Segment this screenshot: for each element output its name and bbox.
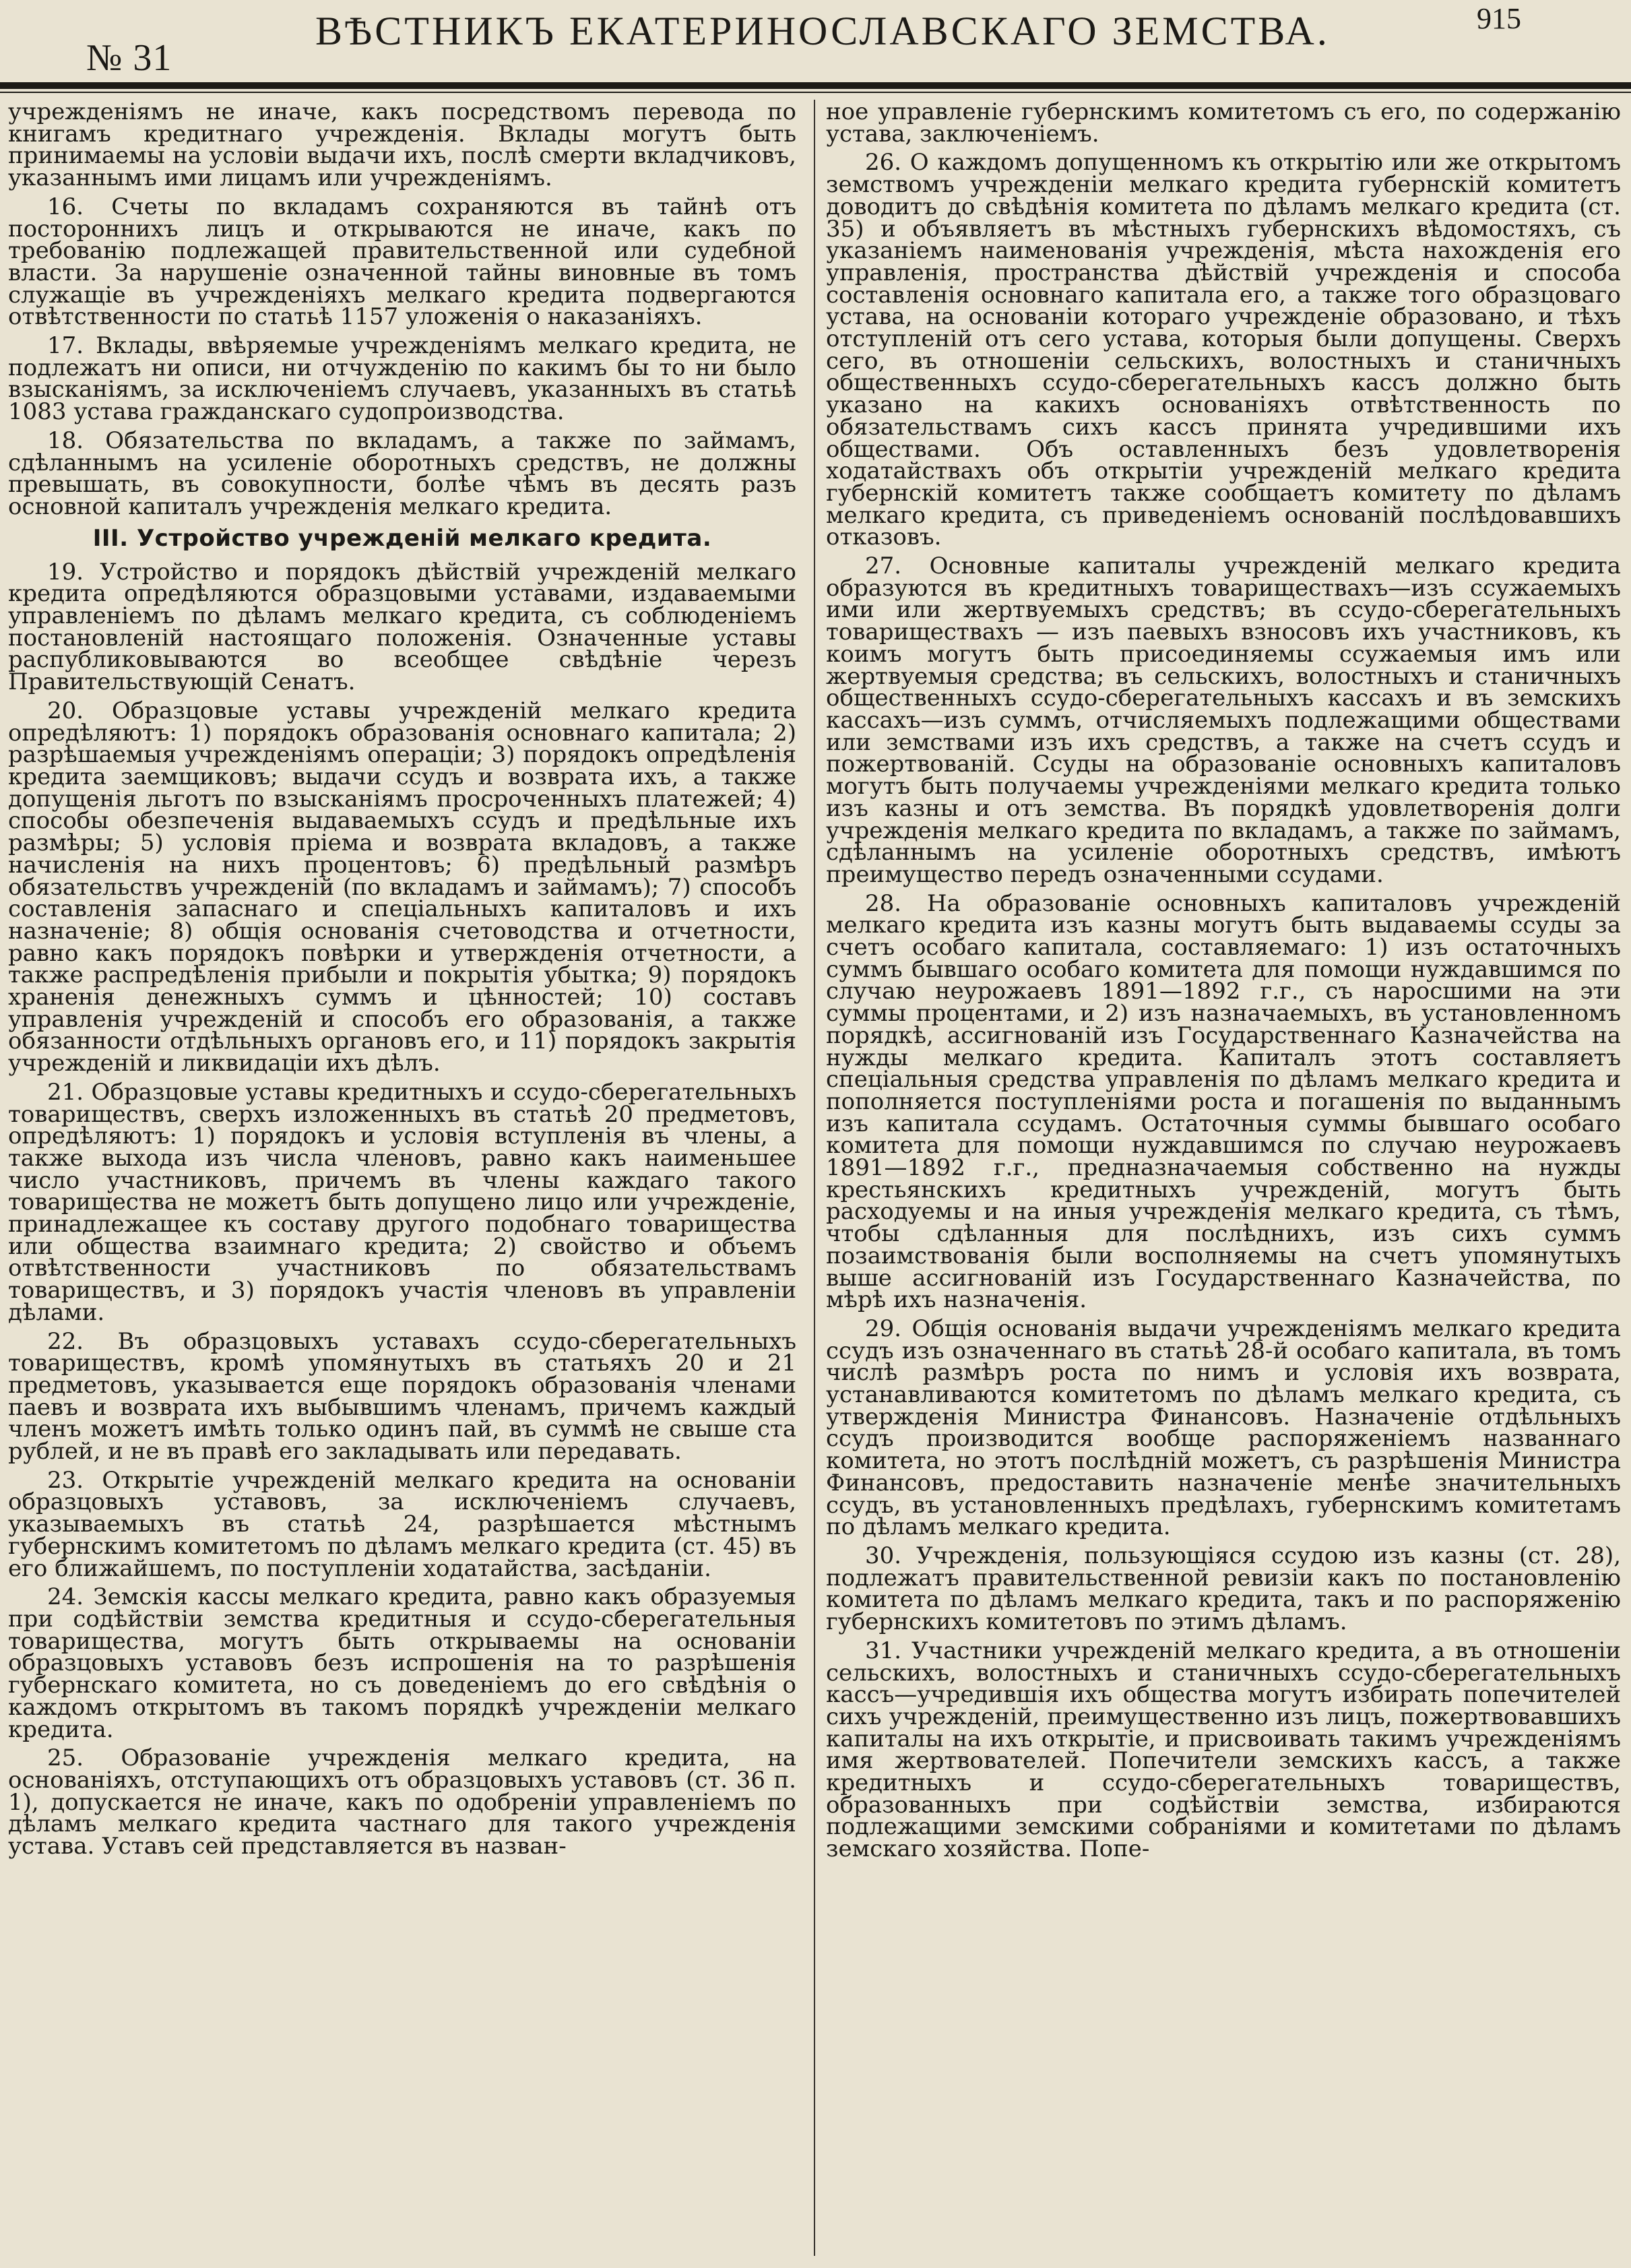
article-26: 26. О каждомъ допущенномъ къ открытію или же открытомъ земствомъ учрежденіи мелкаго кредита губернскій комитетъ доводитъ до свѣдѣнія комитета по дѣламъ мелкаго кредита (ст. 35) и объявляетъ въ мѣстныхъ губернскихъ вѣдомостяхъ, съ указаніемъ наименованія учрежденія, мѣста нахожденія его управленія, пространства дѣйствій учрежденія и способа составленія основнаго капитала его, а также того образцоваго устава, на основаніи котораго учрежденіе образовано, и тѣхъ отступленій отъ сего устава, которыя были допущены. Сверхъ сего, въ отношеніи сельскихъ, волостныхъ и станичныхъ общественныхъ ссудо-сберегательныхъ кассъ должно быть указано на какихъ основаніяхъ отвѣтственность по обязательствамъ сихъ кассъ принята учредившими ихъ обществами. Объ оставленныхъ безъ удовлетворенія ходатайствахъ объ открытіи учрежденій мелкаго кредита губернскій комитетъ также сообщаетъ комитету по дѣламъ мелкаго кредита, съ приведеніемъ основаній послѣдовавшихъ отказовъ.	[826, 149, 1621, 551]
column-divider	[814, 100, 815, 2256]
article-21: 21. Образцовые уставы кредитныхъ и ссудо-сберегательныхъ товариществъ, сверхъ изложенныхъ въ статьѣ 20 предметовъ, опредѣляютъ: 1) порядокъ и условія вступленія въ члены, а также выхода изъ числа членовъ, равно какъ наименьшее число участниковъ, причемъ въ члены каждаго такого товарищества не можетъ быть допущено лицо или учрежденіе, принадлежащее къ составу другого подобнаго товарищества или общества взаимнаго кредита; 2) свойство и объемъ отвѣтственности участниковъ по обязательствамъ товариществъ, и 3) порядокъ участія членовъ въ управленіи дѣлами.	[8, 1078, 796, 1326]
issue-number: № 31	[86, 37, 172, 79]
journal-title: ВѢСТНИКЪ ЕКАТЕРИНОСЛАВСКАГО ЗЕМСТВА.	[315, 9, 1330, 53]
article-28: 28. На образованіе основныхъ капиталовъ учрежденій мелкаго кредита изъ казны могутъ быть выдаваемы ссуды за счетъ особаго капитала, составляемаго: 1) изъ остаточныхъ суммъ бывшаго особаго комитета для помощи нуждавшимся по случаю неурожаевъ 1891—1892 г.г., съ наросшими на эти суммы процентами, и 2) изъ назначаемыхъ, въ установленномъ порядкѣ, ассигнованій изъ Государственнаго Казначейства на нужды мелкаго кредита. Капиталъ этотъ составляетъ спеціальныя средства управленія по дѣламъ мелкаго кредита и пополняется поступленіями роста и погашенія по выданнымъ изъ капитала ссудамъ. Остаточныя суммы бывшаго особаго комитета для помощи нуждавшимся по случаю неурожаевъ 1891—1892 г.г., предназначаемыя собственно на нужды крестьянскихъ кредитныхъ учрежденій, могутъ быть расходуемы и на иныя учрежденія мелкаго кредита, съ тѣмъ, чтобы сдѣланныя для послѣднихъ, изъ сихъ суммъ позаимствованія были восполняемы на счетъ упомянутыхъ выше ассигнованій изъ Государственнаго Казначейства, по мѣрѣ ихъ назначенія.	[826, 889, 1621, 1314]
article-31: 31. Участники учрежденій мелкаго кредита, а въ отношеніи сельскихъ, волостныхъ и станичныхъ ссудо-сберегательныхъ кассъ—учредившія ихъ общества могутъ избирать попечителей сихъ учрежденій, преимущественно изъ лицъ, пожертвовавшихъ капиталы на ихъ открытіе, и присвоивать такимъ учрежденіямъ имя жертвователей. Попечители земскихъ кассъ, а также кредитныхъ и ссудо-сберегательныхъ товариществъ, образованныхъ при содѣйствіи земства, избираются подлежащими земскими собраніями и комитетами по дѣламъ земскаго хозяйства. Попе-	[826, 1637, 1621, 1863]
article-20: 20. Образцовые уставы учрежденій мелкаго кредита опредѣляютъ: 1) порядокъ образованія основнаго капитала; 2) разрѣшаемыя учрежденіямъ операціи; 3) порядокъ опредѣленія кредита заемщиковъ; выдачи ссудъ и возврата ихъ, а также допущенія льготъ по взысканіямъ просроченныхъ платежей; 4) способы обезпеченія выдаваемыхъ ссудъ и предѣльные ихъ размѣры; 5) условія пріема и возврата вкладовъ, а также начисленія на нихъ процентовъ; 6) предѣльный размѣръ обязательствъ учрежденій (по вкладамъ и займамъ); 7) способъ составленія запаснаго и спеціальныхъ капиталовъ и ихъ назначеніе; 8) общія основанія счетоводства и отчетности, равно какъ порядокъ повѣрки и утвержденія отчетности, а также распредѣленія прибыли и покрытія убытка; 9) порядокъ храненія денежныхъ суммъ и цѣнностей; 10) составъ управленія учрежденій и способъ его образованія, а также обязанности отдѣльныхъ органовъ его, и 11) порядокъ закрытія учрежденій и ликвидаціи ихъ дѣлъ.	[8, 697, 796, 1077]
left-column	[8, 101, 796, 2261]
section-heading: III. Устройство учрежденій мелкаго кредита.	[92, 524, 712, 552]
paragraph-intro: учрежденіямъ не иначе, какъ посредствомъ перевода по книгамъ кредитнаго учрежденія. Вклады могутъ быть принимаемы на условіи выдачи ихъ, послѣ смерти вкладчиковъ, указаннымъ ими лицамъ или учрежденіямъ.	[8, 101, 796, 192]
page-number: 915	[1477, 2, 1521, 35]
header-rule-thin	[0, 92, 1631, 93]
header-rule-thick	[0, 82, 1631, 89]
article-27: 27. Основные капиталы учрежденій мелкаго кредита образуются въ кредитныхъ товариществахъ—изъ ссужаемыхъ ими или жертвуемыхъ средствъ; въ ссудо-сберегательныхъ товариществахъ — изъ паевыхъ взносовъ ихъ участниковъ, къ коимъ могутъ быть присоединяемы ссужаемыя имъ или жертвуемыя средства; въ сельскихъ, волостныхъ и станичныхъ общественныхъ ссудо-сберегательныхъ кассахъ и въ земскихъ кассахъ—изъ суммъ, отчисляемыхъ подлежащими обществами или земствами изъ ихъ средствъ, а также на счетъ ссудъ и пожертвованій. Ссуды на образованіе основныхъ капиталовъ могутъ быть получаемы учрежденіями мелкаго кредита только изъ казны и отъ земства. Въ порядкѣ удовлетворенія долги учрежденія мелкаго кредита по вкладамъ, а также по займамъ, сдѣланнымъ на усиленіе оборотныхъ средствъ, имѣютъ преимущество передъ означенными ссудами.	[826, 553, 1621, 888]
page-header	[0, 0, 1631, 81]
article-18: 18. Обязательства по вкладамъ, а также по займамъ, сдѣланнымъ на усиленіе оборотныхъ средствъ, не должны превышать, въ совокупности, болѣе чѣмъ въ десять разъ основной капиталъ учрежденія мелкаго кредита.	[8, 427, 796, 520]
right-column	[826, 101, 1621, 2261]
article-30: 30. Учрежденія, пользующіяся ссудою изъ казны (ст. 28), подлежатъ правительственной ревизіи какъ по постановленію комитета по дѣламъ мелкаго кредита, такъ и по распоряженію губернскихъ комитетовъ по этимъ дѣламъ.	[826, 1542, 1621, 1636]
article-22: 22. Въ образцовыхъ уставахъ ссудо-сберегательныхъ товариществъ, кромѣ упомянутыхъ въ статьяхъ 20 и 21 предметовъ, указывается еще порядокъ образованія членами паевъ и возврата ихъ выбывшимъ членамъ, причемъ каждый членъ можетъ имѣть только одинъ пай, въ суммѣ не свыше ста рублей, и не въ правѣ его закладывать или передавать.	[8, 1327, 796, 1466]
article-19: 19. Устройство и порядокъ дѣйствій учрежденій мелкаго кредита опредѣляются образцовыми уставами, издаваемыми управленіемъ по дѣламъ мелкаго кредита, съ соблюденіемъ постановленій настоящаго положенія. Означенные уставы распубликовываются во всеобщее свѣдѣніе черезъ Правительствующій Сенатъ.	[8, 558, 796, 696]
article-16: 16. Счеты по вкладамъ сохраняются въ тайнѣ отъ постороннихъ лицъ и открываются не иначе, какъ по требованію подлежащей правительственной или судебной власти. За нарушеніе означенной тайны виновные въ томъ служащіе въ учрежденіяхъ мелкаго кредита подвергаются отвѣтственности по статьѣ 1157 уложенія о наказаніяхъ.	[8, 193, 796, 331]
paragraph-continued: ное управленіе губернскимъ комитетомъ съ его, по содержанію устава, заключеніемъ.	[826, 101, 1621, 148]
article-25: 25. Образованіе учрежденія мелкаго кредита, на основаніяхъ, отступающихъ отъ образцовыхъ уставовъ (ст. 36 п. 1), допускается не иначе, какъ по одобреніи управленіемъ по дѣламъ мелкаго кредита частнаго для такого учрежденія устава. Уставъ сей представляется въ назван-	[8, 1744, 796, 1860]
article-23: 23. Открытіе учрежденій мелкаго кредита на основаніи образцовыхъ уставовъ, за исключеніемъ случаевъ, указываемыхъ въ статьѣ 24, разрѣшается мѣстнымъ губернскимъ комитетомъ по дѣламъ мелкаго кредита (ст. 45) въ его ближайшемъ, по поступленіи ходатайства, засѣданіи.	[8, 1466, 796, 1582]
article-24: 24. Земскія кассы мелкаго кредита, равно какъ образуемыя при содѣйствіи земства кредитныя и ссудо-сберегательныя товарищества, могутъ быть открываемы на основаніи образцовыхъ уставовъ безъ испрошенія на то разрѣшенія губернскаго комитета, но съ доведеніемъ до его свѣдѣнія о каждомъ открытомъ въ такомъ порядкѣ учрежденіи мелкаго кредита.	[8, 1583, 796, 1743]
article-17: 17. Вклады, ввѣряемые учрежденіямъ мелкаго кредита, не подлежатъ ни описи, ни отчужденію по какимъ бы то ни было взысканіямъ, за исключеніемъ случаевъ, указанныхъ въ статьѣ 1083 устава гражданскаго судопроизводства.	[8, 332, 796, 426]
article-29: 29. Общія основанія выдачи учрежденіямъ мелкаго кредита ссудъ изъ означеннаго въ статьѣ 28-й особаго капитала, въ томъ числѣ размѣръ роста по нимъ и условія ихъ возврата, устанавливаются комитетомъ по дѣламъ мелкаго кредита, съ утвержденія Министра Финансовъ. Назначеніе отдѣльныхъ ссудъ производится вообще распоряженіемъ названнаго комитета, но этотъ послѣдній можетъ, съ разрѣшенія Министра Финансовъ, предоставить назначеніе менѣе значительныхъ ссудъ, въ установленныхъ предѣлахъ, губернскимъ комитетамъ по дѣламъ мелкаго кредита.	[826, 1315, 1621, 1541]
